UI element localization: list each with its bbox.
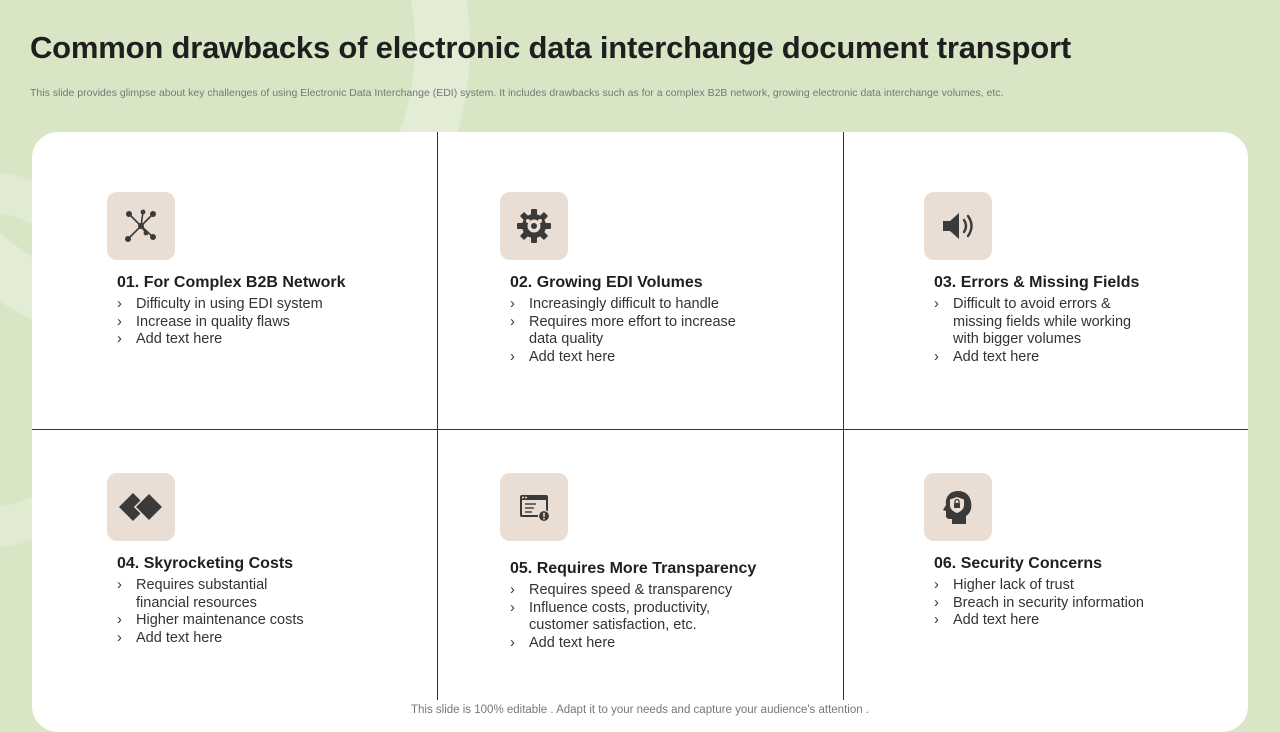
card-title: 06. Security Concerns — [934, 555, 1103, 572]
speaker-icon — [924, 192, 992, 260]
drawback-card-2 — [500, 192, 736, 366]
card-bullets — [924, 296, 1139, 366]
card-title: 03. Errors & Missing Fields — [934, 274, 1140, 291]
bullet-item: › Difficult to avoid errors & missing fields while working with bigger volumes — [934, 296, 1139, 349]
network-icon — [107, 192, 175, 260]
card-bullets — [107, 577, 304, 647]
bullet-item: › Add text here — [510, 349, 736, 367]
diamonds-icon — [107, 473, 175, 541]
card-bullets — [107, 296, 346, 349]
drawback-card-5 — [500, 473, 756, 652]
card-title: 01. For Complex B2B Network — [117, 274, 346, 291]
bullet-item: › Breach in security information — [934, 595, 1144, 613]
card-title: 02. Growing EDI Volumes — [510, 274, 703, 291]
browser-warning-icon — [500, 473, 568, 541]
content-panel — [32, 132, 1248, 732]
head-shield-icon — [924, 473, 992, 541]
drawback-card-4 — [107, 473, 304, 647]
bullet-item: › Higher maintenance costs — [117, 612, 304, 630]
bullet-item: › Requires substantial financial resources — [117, 577, 304, 612]
bullet-item: › Increase in quality flaws — [117, 314, 346, 332]
bullet-item: › Add text here — [117, 630, 304, 648]
bullet-item: › Add text here — [117, 331, 346, 349]
bullet-item: › Add text here — [934, 612, 1144, 630]
card-title: 05. Requires More Transparency — [510, 560, 757, 577]
bullet-item: › Difficulty in using EDI system — [117, 296, 346, 314]
slide-subtitle: This slide provides glimpse about key challenges of using Electronic Data Interchange (EDI) system. It includes drawbacks such as for a complex B2B network, growing electronic data interchange volumes, etc. — [30, 87, 1004, 99]
gear-icon — [500, 192, 568, 260]
card-bullets — [500, 582, 756, 652]
slide-title: Common drawbacks of electronic data interchange document transport — [30, 30, 1071, 65]
drawback-card-3 — [924, 192, 1139, 366]
grid-divider-horizontal — [32, 429, 1248, 430]
bullet-item: › Increasingly difficult to handle — [510, 296, 736, 314]
grid-divider-vertical-2 — [843, 132, 844, 700]
grid-divider-vertical-1 — [437, 132, 438, 700]
footer-note: This slide is 100% editable . Adapt it to your needs and capture your audience's attention . — [410, 704, 869, 716]
bullet-item: › Requires more effort to increase data quality — [510, 314, 736, 349]
card-bullets — [500, 296, 736, 366]
bullet-item: › Add text here — [934, 349, 1139, 367]
bullet-item: › Add text here — [510, 635, 756, 653]
bullet-item: › Higher lack of trust — [934, 577, 1144, 595]
card-title: 04. Skyrocketing Costs — [117, 555, 294, 572]
drawback-card-6 — [924, 473, 1144, 630]
bullet-item: › Requires speed & transparency — [510, 582, 756, 600]
drawback-card-1 — [107, 192, 346, 349]
bullet-item: › Influence costs, productivity, customer satisfaction, etc. — [510, 600, 756, 635]
card-bullets — [924, 577, 1144, 630]
